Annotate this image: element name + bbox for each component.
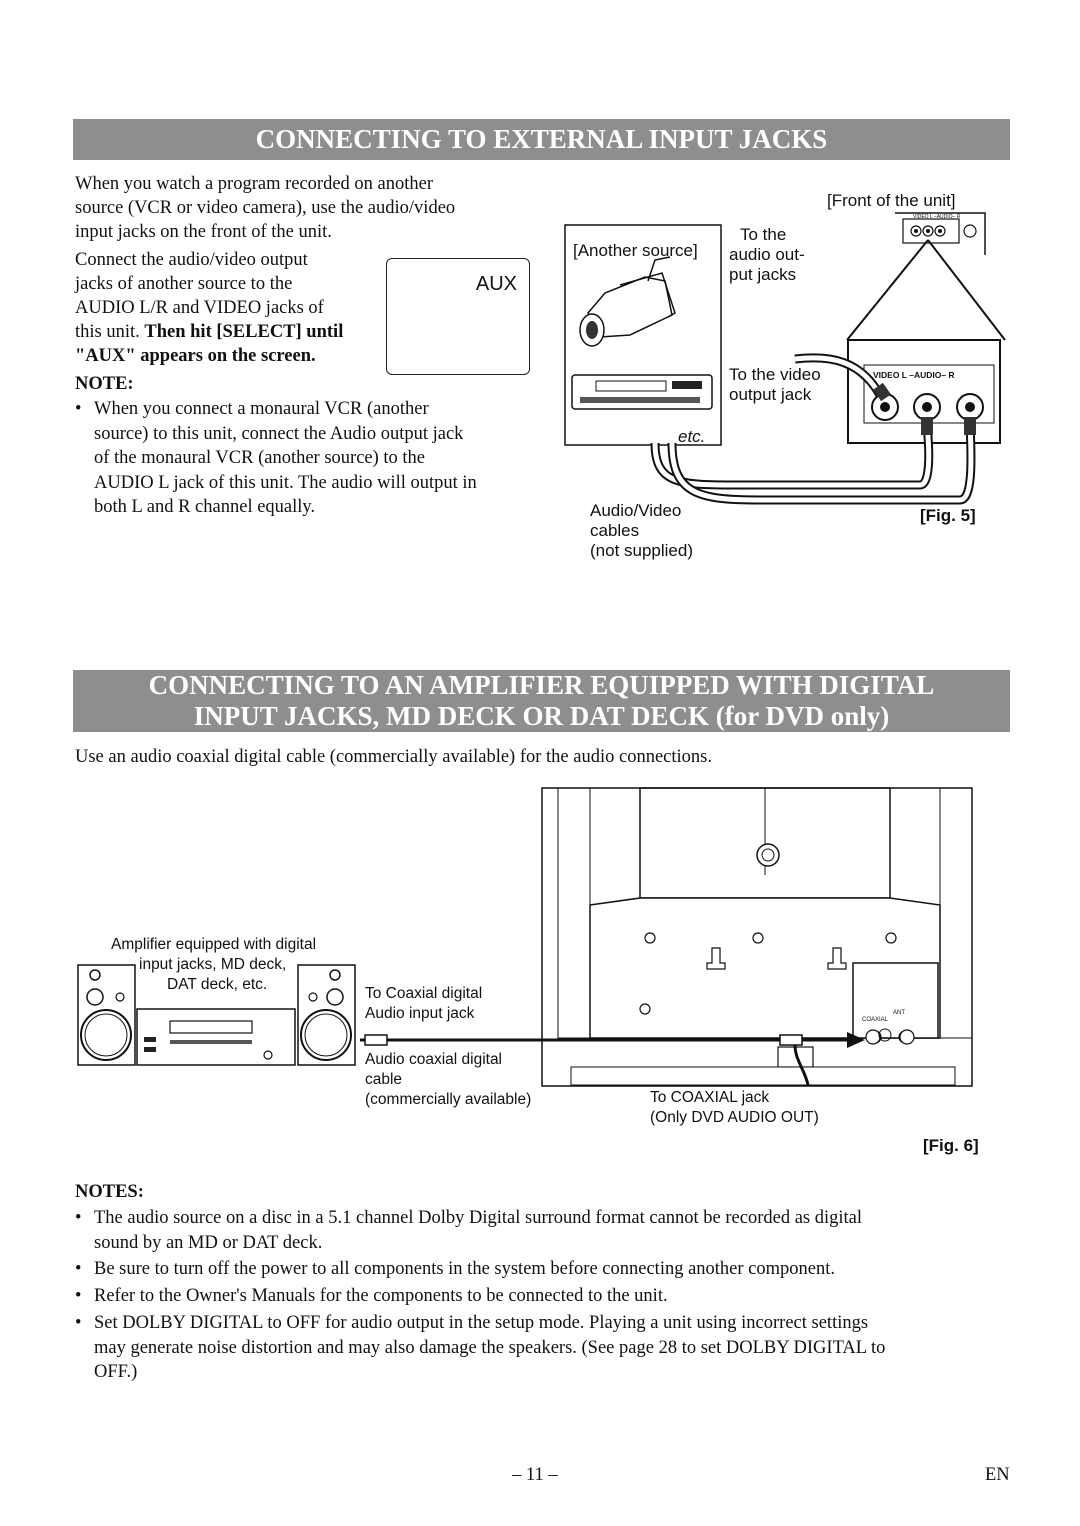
- intro-line-2: source (VCR or video camera), use the audio/video: [75, 198, 456, 218]
- connect-line-2: jacks of another source to the: [75, 274, 293, 294]
- note-bullet: •: [75, 399, 82, 419]
- note-line-1: When you connect a monaural VCR (another: [94, 399, 429, 419]
- vcr-icon: [572, 375, 712, 409]
- notes-item-1-line-2: sound by an MD or DAT deck.: [94, 1232, 323, 1253]
- fig6-to-coaxial-input-2: Audio input jack: [365, 1005, 475, 1022]
- notes-item-3-line-1: Refer to the Owner's Manuals for the components to be connected to the unit.: [94, 1286, 668, 1306]
- note-line-2: source) to this unit, connect the Audio output jack: [94, 423, 464, 444]
- fig6-cable-label-2: cable: [365, 1071, 403, 1088]
- section-title-amplifier: [73, 670, 1010, 732]
- notes-item-3: [75, 1284, 1010, 1309]
- fig5-label: [Fig. 5]: [920, 506, 976, 525]
- connect-line-4-plain: this unit.: [75, 322, 145, 342]
- fig5-to-video-1: To the video: [729, 365, 821, 384]
- note-line-4: AUDIO L jack of this unit. The audio will output in: [94, 472, 477, 493]
- fig5-mini-jack-labels: VIDEO L –AUDIO– R: [913, 214, 961, 220]
- fig5-cables-2: cables: [590, 521, 640, 540]
- fig6-amp-label-1: Amplifier equipped with digital: [111, 936, 317, 953]
- notes-heading: NOTES:: [75, 1182, 144, 1202]
- notes-item-1-line-1: The audio source on a disc in a 5.1 channel Dolby Digital surround format cannot be recorded as digital: [94, 1208, 863, 1228]
- fig6-cable-label-3: (commercially available): [365, 1091, 532, 1108]
- page-number: – 11 –: [512, 1465, 558, 1485]
- connect-line-4-bold: Then hit [SELECT] until: [144, 322, 344, 342]
- note-heading: NOTE:: [75, 374, 134, 394]
- connect-line-4: [75, 320, 343, 345]
- notes-bullet: •: [75, 1286, 82, 1306]
- notes-item-2: [75, 1257, 1010, 1282]
- section-title-amplifier-line-1: CONNECTING TO AN AMPLIFIER EQUIPPED WITH DIGITAL: [148, 670, 935, 700]
- fig6-panel-coaxial: COAXIAL: [862, 1017, 889, 1023]
- note-item: [75, 397, 535, 521]
- fig5-to-audio-3: put jacks: [729, 265, 797, 284]
- fig5-etc: etc.: [678, 427, 706, 446]
- fig5-to-audio-2: audio out-: [729, 245, 805, 264]
- intro-line-3: input jacks on the front of the unit.: [75, 222, 332, 242]
- notes-item-4-line-1: Set DOLBY DIGITAL to OFF for audio output in the setup mode. Playing a unit using incorrect settings: [94, 1313, 869, 1333]
- fig6-coaxial-jack-1: To COAXIAL jack: [650, 1089, 770, 1106]
- note-line-3: of the monaural VCR (another source) to the: [94, 448, 426, 468]
- fig6-coaxial-jack-2: (Only DVD AUDIO OUT): [650, 1109, 819, 1126]
- aux-screen: [386, 258, 530, 375]
- notes-bullet: •: [75, 1208, 82, 1228]
- section-title-amplifier-line-2: INPUT JACKS, MD DECK OR DAT DECK (for DVD only): [193, 701, 890, 731]
- connect-line-5: "AUX" appears on the screen.: [75, 346, 316, 366]
- notes-item-1: [75, 1206, 1010, 1256]
- fig6-amp-label-2: input jacks, MD deck,: [139, 956, 287, 973]
- connect-line-3: AUDIO L/R and VIDEO jacks of: [75, 298, 324, 318]
- notes-item-4: [75, 1311, 1010, 1386]
- fig5-cables-1: Audio/Video: [590, 501, 682, 520]
- notes-bullet: •: [75, 1313, 82, 1333]
- fig5-another-source: [Another source]: [573, 241, 698, 260]
- notes-item-4-line-3: OFF.): [94, 1362, 138, 1382]
- fig6-to-coaxial-input-1: To Coaxial digital: [365, 985, 483, 1002]
- notes-item-2-line-1: Be sure to turn off the power to all components in the system before connecting another component.: [94, 1259, 836, 1279]
- intro-line-1: When you watch a program recorded on another: [75, 174, 434, 194]
- notes-bullet: •: [75, 1259, 82, 1279]
- section-title-external-input: CONNECTING TO EXTERNAL INPUT JACKS: [73, 119, 1010, 160]
- fig6-cable-label-1: Audio coaxial digital: [365, 1051, 503, 1068]
- notes-item-4-line-2: may generate noise distortion and may also damage the speakers. (See page 28 to set DOLBY DIGITAL to: [94, 1337, 886, 1358]
- fig5-front-label: [Front of the unit]: [827, 191, 956, 210]
- section2-intro: Use an audio coaxial digital cable (commercially available) for the audio connections.: [75, 747, 712, 767]
- fig5-to-video-2: output jack: [729, 385, 812, 404]
- fig6-panel-ant: ANT: [893, 1010, 905, 1016]
- language-tag: EN: [985, 1465, 1010, 1485]
- fig5-cables-3: (not supplied): [590, 541, 694, 560]
- fig6-label: [Fig. 6]: [923, 1136, 979, 1155]
- fig5-to-audio-1: To the: [740, 225, 787, 244]
- note-line-5: both L and R channel equally.: [94, 497, 316, 517]
- fig6-amp-label-3: DAT deck, etc.: [167, 976, 268, 993]
- aux-screen-text: AUX: [475, 273, 517, 295]
- fig5-jack-labels: VIDEO L –AUDIO– R: [873, 370, 955, 380]
- connect-line-1: Connect the audio/video output: [75, 250, 308, 270]
